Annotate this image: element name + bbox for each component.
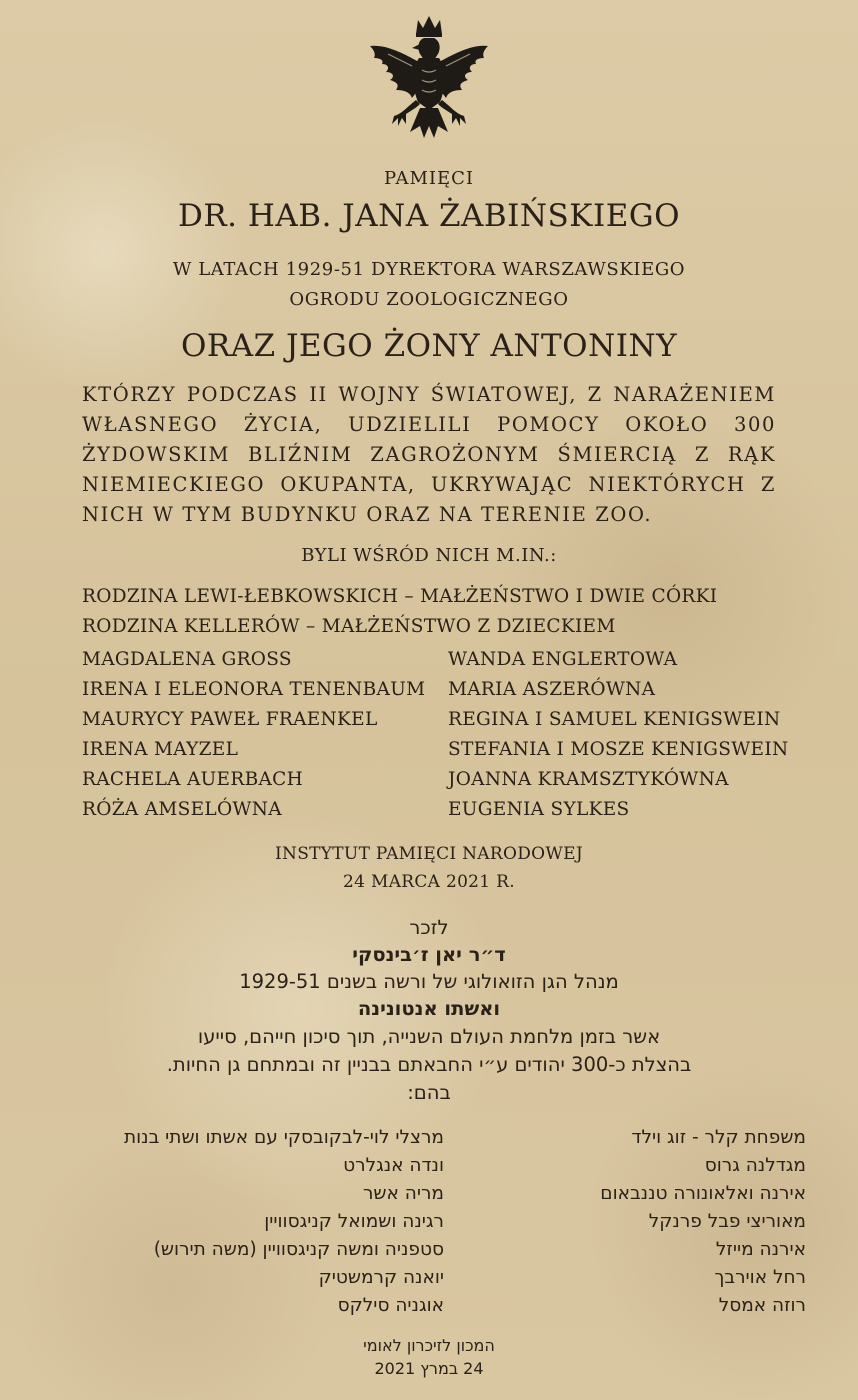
list-item: IRENA I ELEONORA TENENBAUM xyxy=(82,679,426,700)
list-item: IRENA MAYZEL xyxy=(82,739,239,760)
list-item: משפחת קלר - זוג וילד xyxy=(631,1127,806,1148)
list-item: RÓŻA AMSELÓWNA xyxy=(82,799,282,820)
names-left-column xyxy=(82,645,425,825)
he-honoree-name: ד״ר יאן ז׳בינסקי xyxy=(352,943,506,966)
list-item: מרצלי לוי-לבקובסקי עם אשתו ושתי בנות xyxy=(123,1127,444,1148)
director-years-line1: W LATACH 1929-51 DYREKTORA WARSZAWSKIEGO xyxy=(172,259,686,280)
he-institute-date: 24 במרץ 2021 xyxy=(374,1359,484,1378)
heading-pamieci: PAMIĘCI xyxy=(383,168,475,189)
institute-signature xyxy=(0,840,858,896)
family-keller: RODZINA KELLERÓW – MAŁŻEŃSTWO Z DZIECKIEM xyxy=(82,616,616,637)
list-item: JOANNA KRAMSZTYKÓWNA xyxy=(448,769,729,790)
list-item: רחל אוירבך xyxy=(714,1267,806,1288)
he-paragraph-line1: אשר בזמן מלחמת העולם השנייה, תוך סיכון חייהם, סייעו xyxy=(197,1025,661,1048)
list-item: RACHELA AUERBACH xyxy=(82,769,304,790)
list-item: יואנה קרמשטיק xyxy=(318,1267,444,1288)
director-years-line2: OGRODU ZOOLOGICZNEGO xyxy=(289,289,569,310)
he-director-years: מנהל הגן הזואולוגי של ורשה בשנים 1929-51 xyxy=(239,970,619,993)
he-institute-name: המכון לזיכרון לאומי xyxy=(363,1336,495,1355)
list-item: STEFANIA I MOSZE KENIGSWEIN xyxy=(448,739,789,760)
list-item: רגינה ושמואל קניגסוויין xyxy=(264,1211,444,1232)
dedication-paragraph: KTÓRZY PODCZAS II WOJNY ŚWIATOWEJ, Z NARAŻENIEM WŁASNEGO ŻYCIA, UDZIELILI POMOCY OKOŁO 300 ŻYDOWSKIM BLIŹNIM ZAGROŻONYM ŚMIERCIĄ Z RĄK NIEMIECKIEGO OKUPANTA, UKRYWAJĄC NIEKTÓRYCH Z NICH W TYM BUDYNKU ORAZ NA TERENIE ZOO. xyxy=(82,383,776,526)
institute-date: 24 MARCA 2021 R. xyxy=(343,872,515,892)
he-among-them-label: בהם: xyxy=(407,1081,451,1104)
list-item: אירנה מייזל xyxy=(715,1239,806,1260)
honoree-name: DR. HAB. JANA ŻABIŃSKIEGO xyxy=(177,198,681,234)
director-years xyxy=(0,255,858,315)
he-names-left-column xyxy=(124,1124,444,1320)
list-item: אוגניה סילקס xyxy=(337,1295,444,1316)
he-lizkor: לזכר xyxy=(409,916,449,939)
list-item: REGINA I SAMUEL KENIGSWEIN xyxy=(448,709,781,730)
list-item: EUGENIA SYLKES xyxy=(448,799,630,820)
list-item: סטפניה ומשה קניגסוויין (משה תירוש) xyxy=(153,1239,444,1260)
eagle-emblem-icon xyxy=(364,14,494,159)
list-item: מגדלנה גרוס xyxy=(704,1155,806,1176)
list-item: מאוריצי פבל פרנקל xyxy=(648,1211,806,1232)
list-item: MARIA ASZERÓWNA xyxy=(448,679,656,700)
he-wife-name: ואשתו אנטונינה xyxy=(357,997,501,1020)
list-item: אירנה ואלאונורה טננבאום xyxy=(600,1183,806,1204)
among-them-label: BYLI WŚRÓD NICH M.IN.: xyxy=(301,545,557,566)
he-paragraph-line2: בהצלת כ-300 יהודים ע״י החבאתם בבניין זה ובמתחם גן החיות. xyxy=(166,1053,692,1076)
he-names-right-column xyxy=(600,1124,806,1320)
list-item: MAURYCY PAWEŁ FRAENKEL xyxy=(82,709,378,730)
list-item: מריה אשר xyxy=(362,1183,444,1204)
wife-name: ORAZ JEGO ŻONY ANTONINY xyxy=(180,328,678,364)
list-item: WANDA ENGLERTOWA xyxy=(448,649,678,670)
list-item: רוזה אמסל xyxy=(718,1295,806,1316)
institute-name: INSTYTUT PAMIĘCI NARODOWEJ xyxy=(275,844,583,864)
list-item: MAGDALENA GROSS xyxy=(82,649,292,670)
names-right-column xyxy=(448,645,788,825)
list-item: ונדה אנגלרט xyxy=(343,1155,444,1176)
family-lewi: RODZINA LEWI-ŁEBKOWSKICH – MAŁŻEŃSTWO I DWIE CÓRKI xyxy=(82,586,718,607)
